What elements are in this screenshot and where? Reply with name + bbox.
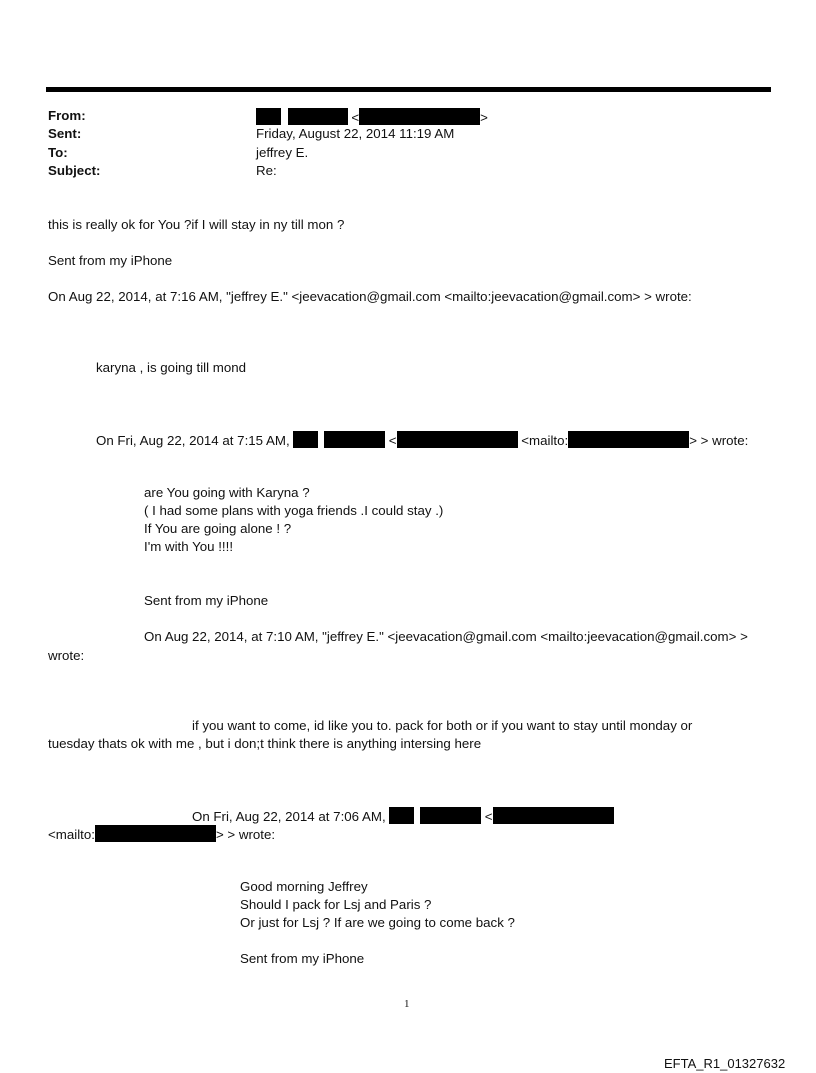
body-line: this is really ok for You ?if I will stay in ny till mon ? — [48, 217, 345, 232]
redaction-block — [324, 431, 385, 448]
redaction-block — [568, 431, 689, 448]
redaction-block — [397, 431, 518, 448]
sent-from-line: Sent from my iPhone — [144, 593, 269, 608]
from-value — [256, 108, 488, 126]
sent-value: Friday, August 22, 2014 11:19 AM — [256, 126, 455, 141]
from-lt: < — [351, 110, 360, 125]
message-line: Good morning Jeffrey — [240, 879, 368, 894]
sent-label: Sent: — [48, 126, 82, 141]
quote-suffix: > > wrote: — [689, 433, 749, 448]
sent-from-line: Sent from my iPhone — [240, 951, 365, 966]
message-line: Or just for Lsj ? If are we going to come back ? — [240, 915, 515, 930]
from-gt: > — [480, 110, 488, 125]
subject-value: Re: — [256, 163, 277, 178]
quote-header: On Aug 22, 2014, at 7:10 AM, "jeffrey E." <jeevacation@gmail.com <mailto:jeevacation@gmail.com> > — [144, 629, 748, 644]
from-label: From: — [48, 108, 86, 123]
quote-header — [96, 431, 748, 449]
quote-header-wrap — [48, 825, 275, 843]
redaction-block — [359, 108, 480, 125]
redaction-block — [288, 108, 348, 125]
redaction-block — [293, 431, 318, 448]
redaction-block — [389, 807, 414, 824]
message-line: are You going with Karyna ? — [144, 485, 310, 500]
to-label: To: — [48, 145, 68, 160]
quote-mailto: <mailto: — [48, 827, 95, 842]
subject-label: Subject: — [48, 163, 101, 178]
quote-suffix: > > wrote: — [215, 827, 276, 842]
header-rule — [46, 87, 771, 92]
quote-header-wrap: wrote: — [48, 648, 85, 663]
quote-lt: < — [484, 809, 493, 824]
redaction-block — [420, 807, 481, 824]
redaction-block — [95, 825, 216, 842]
document-id: EFTA_R1_01327632 — [664, 1056, 786, 1071]
quote-header — [192, 807, 614, 825]
redaction-block — [256, 108, 281, 125]
body-line: karyna , is going till mond — [96, 360, 247, 375]
quote-prefix: On Fri, Aug 22, 2014 at 7:15 AM, — [96, 433, 290, 448]
page-number: 1 — [404, 998, 410, 1010]
reply-line: if you want to come, id like you to. pack for both or if you want to stay until monday or — [192, 718, 693, 733]
reply-line: tuesday thats ok with me , but i don;t think there is anything intersing here — [48, 736, 482, 751]
quote-lt: < — [388, 433, 397, 448]
message-line: I'm with You !!!! — [144, 539, 234, 554]
sent-from-line: Sent from my iPhone — [48, 253, 173, 268]
message-line: Should I pack for Lsj and Paris ? — [240, 897, 432, 912]
quote-mailto: <mailto: — [521, 433, 569, 448]
message-line: ( I had some plans with yoga friends .I could stay .) — [144, 503, 444, 518]
redaction-block — [493, 807, 614, 824]
quote-prefix: On Fri, Aug 22, 2014 at 7:06 AM, — [192, 809, 386, 824]
message-line: If You are going alone ! ? — [144, 521, 292, 536]
to-value: jeffrey E. — [256, 145, 309, 160]
quote-header: On Aug 22, 2014, at 7:16 AM, "jeffrey E." <jeevacation@gmail.com <mailto:jeevacation@gmail.com> > wrote: — [48, 289, 692, 304]
